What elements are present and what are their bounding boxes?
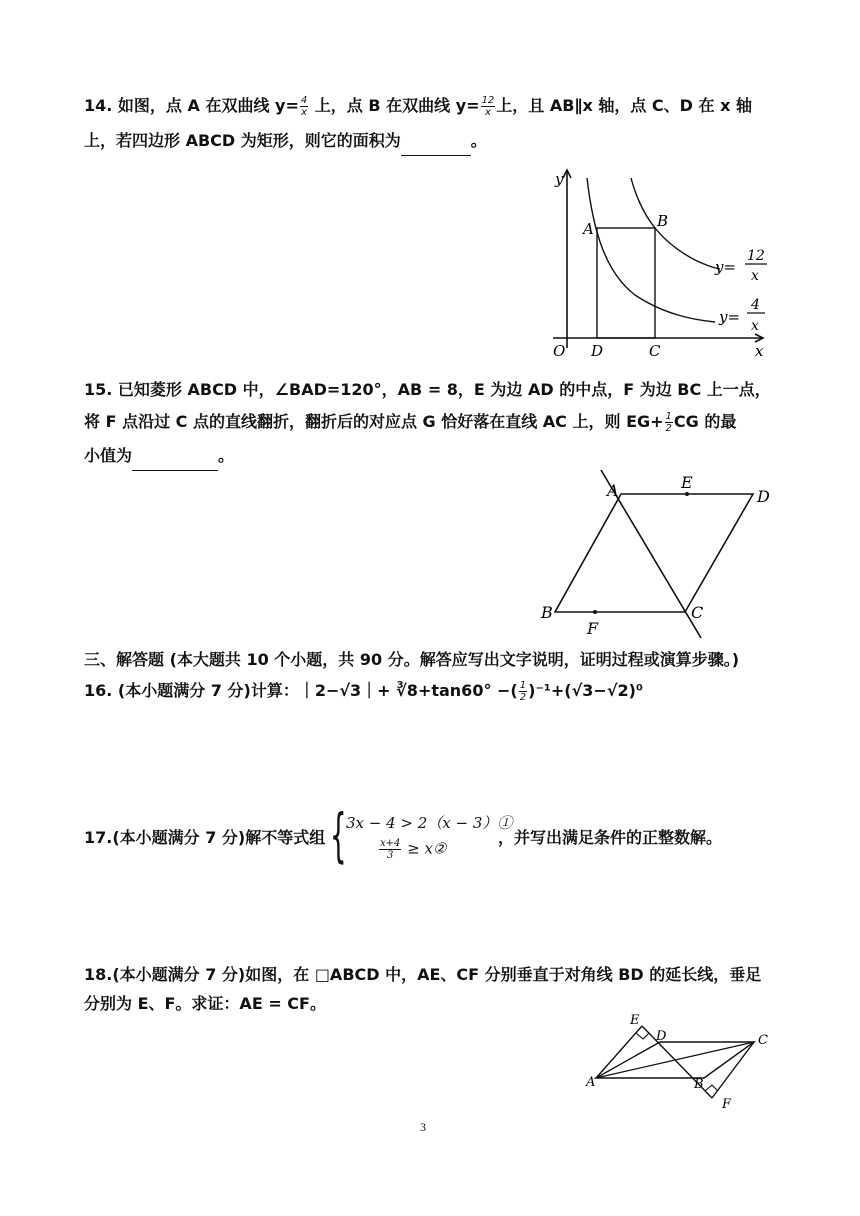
frac-num: 12 (481, 95, 495, 106)
frac-den: 2 (665, 423, 672, 434)
line-ae (596, 1026, 642, 1078)
label-y: y (555, 170, 564, 188)
frac-den: x (301, 107, 307, 118)
q14-frac-2 (481, 95, 496, 118)
point-F (593, 610, 597, 614)
q18-line1: 18.(本小题满分 7 分)如图，在 □ABCD 中，AE、CF 分别垂直于对角线 BD 的延长线，垂足 (84, 965, 762, 984)
q18-figure (582, 1012, 782, 1112)
label-E: E (630, 1013, 640, 1028)
q15-text-a: 将 F 点沿过 C 点的直线翻折，翻折后的对应点 G 恰好落在直线 AC 上，则 EG+ (84, 412, 664, 431)
q15-line1: 15. 已知菱形 ABCD 中，∠BAD=120°，AB = 8，E 为边 AD 的中点，F 为边 BC 上一点， (84, 380, 771, 399)
q15-frac (665, 411, 673, 434)
answer-blank (132, 442, 218, 471)
q16-frac (519, 680, 527, 703)
label-F: F (587, 619, 599, 638)
label-f12: y= (715, 258, 737, 276)
frac-num: 4 (300, 95, 308, 106)
label-f12-den: x (751, 268, 759, 284)
ineq2-frac (379, 838, 401, 861)
label-A: A (586, 1075, 596, 1090)
point-E (685, 492, 689, 496)
frac-den: 2 (519, 692, 527, 703)
q15-text-b: CG 的最 (673, 412, 737, 431)
curve-y-4-x (587, 178, 715, 322)
label-f4-num: 4 (751, 297, 760, 313)
q16-line (84, 677, 784, 705)
rectangle-abcd (597, 228, 655, 338)
q14-text-c: 上，且 AB∥x 轴，点 C、D 在 x 轴 (496, 96, 752, 115)
system-brace: { (330, 801, 347, 869)
q15-line2 (84, 408, 784, 436)
curve-y-12-x (631, 178, 720, 269)
rhombus-abcd (555, 494, 753, 612)
inequality-1: 3x − 4 > 2（x − 3）① (346, 814, 513, 832)
label-f4: y= (719, 308, 741, 326)
q16-text-a: 16. (本小题满分 7 分)计算：｜2−√3｜+ ∛8+tan60° −( (84, 681, 518, 700)
frac-den: x (484, 107, 491, 118)
label-F: F (722, 1097, 732, 1112)
label-f4-den: x (751, 318, 759, 334)
frac-num: 1 (519, 680, 527, 691)
label-D: D (757, 487, 770, 506)
label-C: C (691, 603, 704, 622)
page-number: 3 (420, 1120, 426, 1134)
label-O: O (553, 342, 566, 360)
ineq2-rest: ≥ x② (402, 839, 447, 858)
q16-text-b: )⁻¹+(√3−√2)⁰ (528, 681, 643, 700)
q14-text-b: 上，点 B 在双曲线 y= (309, 96, 480, 115)
frac-den: 3 (387, 850, 394, 861)
q14-figure (535, 160, 785, 360)
label-D: D (591, 342, 604, 360)
answer-blank (401, 127, 471, 156)
q14-text-end: 。 (470, 131, 487, 150)
frac-num: x+4 (380, 838, 401, 849)
label-x: x (755, 342, 764, 360)
q15-figure (535, 468, 785, 640)
frac-num: 1 (665, 411, 672, 422)
label-C: C (649, 342, 661, 360)
q14-text-a: 14. 如图，点 A 在双曲线 y= (84, 96, 299, 115)
q14-frac-1 (300, 95, 308, 118)
label-B: B (657, 212, 669, 230)
inequality-2 (378, 838, 446, 861)
label-A: A (583, 220, 594, 238)
q14-text-d: 上，若四边形 ABCD 为矩形，则它的面积为 (84, 131, 401, 150)
q17-suffix: ，并写出满足条件的正整数解。 (498, 828, 723, 847)
label-B: B (694, 1077, 704, 1092)
q17-prefix: 17.(本小题满分 7 分)解不等式组 (84, 828, 326, 847)
label-f12-num: 12 (747, 248, 765, 264)
q15-text-c: 小值为 (84, 446, 133, 465)
q18-line2: 分别为 E、F。求证：AE = CF。 (84, 994, 326, 1013)
q14-line1 (84, 92, 784, 120)
label-C: C (758, 1033, 768, 1048)
q14-line2 (84, 127, 784, 156)
section-heading: 三、解答题 (本大题共 10 个小题，共 90 分。解答应写出文字说明，证明过程或演算步骤。) (84, 650, 740, 669)
label-A: A (607, 481, 619, 500)
label-B: B (541, 603, 553, 622)
q15-text-end: 。 (218, 446, 235, 465)
label-D: D (656, 1029, 667, 1044)
label-E: E (681, 473, 693, 492)
q15-line3 (84, 442, 784, 471)
